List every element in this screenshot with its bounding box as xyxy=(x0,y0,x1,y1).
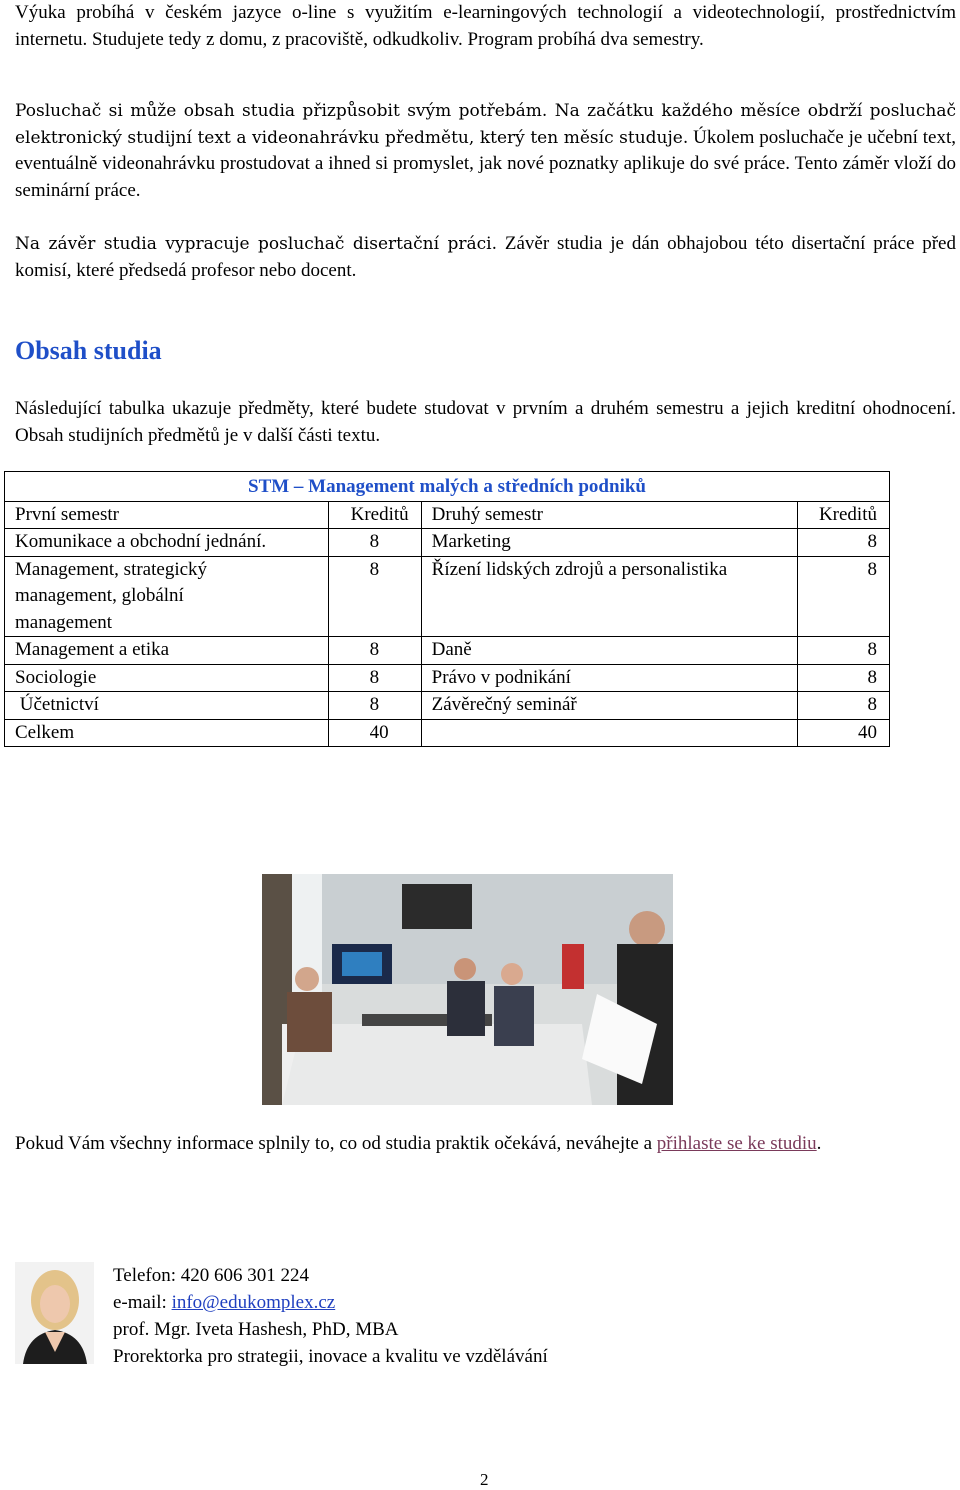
credit-cell: 8 xyxy=(798,556,890,637)
course-cell: Závěrečný seminář xyxy=(421,692,797,720)
page-number: 2 xyxy=(480,1470,489,1489)
contact-name: prof. Mgr. Iveta Hashesh, PhD, MBA xyxy=(113,1319,399,1340)
credit-cell: 8 xyxy=(798,692,890,720)
total-credit-cell: 40 xyxy=(798,719,890,747)
credit-cell: 8 xyxy=(328,664,421,692)
contact-block xyxy=(113,1262,548,1370)
table-row xyxy=(5,529,890,557)
credit-cell: 8 xyxy=(798,664,890,692)
total-label-cell: Celkem xyxy=(5,719,329,747)
course-cell: Daně xyxy=(421,637,797,665)
section-intro: Následující tabulka ukazuje předměty, které budete studovat v prvním a druhém semestru a jejich kreditní ohodnocení. Obsah studijních předmětů je v další části textu. xyxy=(15,398,956,446)
credit-cell: 8 xyxy=(328,637,421,665)
closing-paragraph: Pokud Vám všechny informace splnily to, co od studia praktik očekává, neváhejte a přihlaste se ke studiu. xyxy=(15,1133,822,1154)
course-cell: Komunikace a obchodní jednání. xyxy=(5,529,329,557)
credit-cell: 8 xyxy=(328,529,421,557)
credit-cell: 8 xyxy=(328,692,421,720)
header-cell: Kreditů xyxy=(328,501,421,529)
credit-cell: 8 xyxy=(328,556,421,637)
table-row xyxy=(5,556,890,637)
contact-phone: Telefon: 420 606 301 224 xyxy=(113,1265,310,1286)
table-row xyxy=(5,637,890,665)
header-cell: První semestr xyxy=(5,501,329,529)
intro-paragraph-1: Výuka probíhá v českém jazyce o-line s využitím e-learningových technologií a videotechnologií, prostřednictvím internetu. Studujete tedy z domu, z pracoviště, odkudkoliv. Program probíhá dva semestry. xyxy=(15,2,956,50)
course-cell: Management, strategický management, globální management xyxy=(5,556,329,637)
contact-avatar xyxy=(15,1262,94,1364)
contact-email-link[interactable]: info@edukomplex.cz xyxy=(171,1292,336,1313)
header-cell: Kreditů xyxy=(798,501,890,529)
table-row xyxy=(5,692,890,720)
header-cell: Druhý semestr xyxy=(421,501,797,529)
intro-paragraph-3: Na závěr studia vypracuje posluchač disertační práci. Závěr studia je dán obhajobou této disertační práce před komisí, které předsedá profesor nebo docent. xyxy=(15,233,956,281)
table-title-row xyxy=(5,472,890,502)
credit-cell: 8 xyxy=(798,529,890,557)
contact-role: Prorektorka pro strategii, inovace a kvalitu ve vzdělávání xyxy=(113,1346,548,1367)
course-cell: Právo v podnikání xyxy=(421,664,797,692)
meeting-photo xyxy=(262,874,673,1105)
course-cell: Účetnictví xyxy=(5,692,329,720)
intro-paragraph-2: Posluchač si může obsah studia přizpůsobit svým potřebám. Na začátku každého měsíce obdrží posluchač elektronický studijní text a videonahrávku předmětu, který ten měsíc studuje. Úkolem posluchače je učební text, eventuálně videonahrávku prostudovat a ihned si promyslet, jak nové poznatky aplikuje do své práce. Tento záměr vloží do seminární práce. xyxy=(15,101,956,201)
apply-link[interactable]: přihlaste se ke studiu xyxy=(656,1133,817,1154)
empty-cell xyxy=(421,719,797,747)
courses-table xyxy=(4,471,890,747)
course-cell: Řízení lidských zdrojů a personalistika xyxy=(421,556,797,637)
section-heading: Obsah studia xyxy=(15,336,162,365)
table-title: STM – Management malých a středních podniků xyxy=(5,472,890,502)
total-credit-cell: 40 xyxy=(328,719,421,747)
course-cell: Marketing xyxy=(421,529,797,557)
table-header-row xyxy=(5,501,890,529)
credit-cell: 8 xyxy=(798,637,890,665)
course-cell: Sociologie xyxy=(5,664,329,692)
course-cell: Management a etika xyxy=(5,637,329,665)
contact-email-line: e-mail: info@edukomplex.cz xyxy=(113,1292,336,1313)
table-row xyxy=(5,719,890,747)
table-row xyxy=(5,664,890,692)
